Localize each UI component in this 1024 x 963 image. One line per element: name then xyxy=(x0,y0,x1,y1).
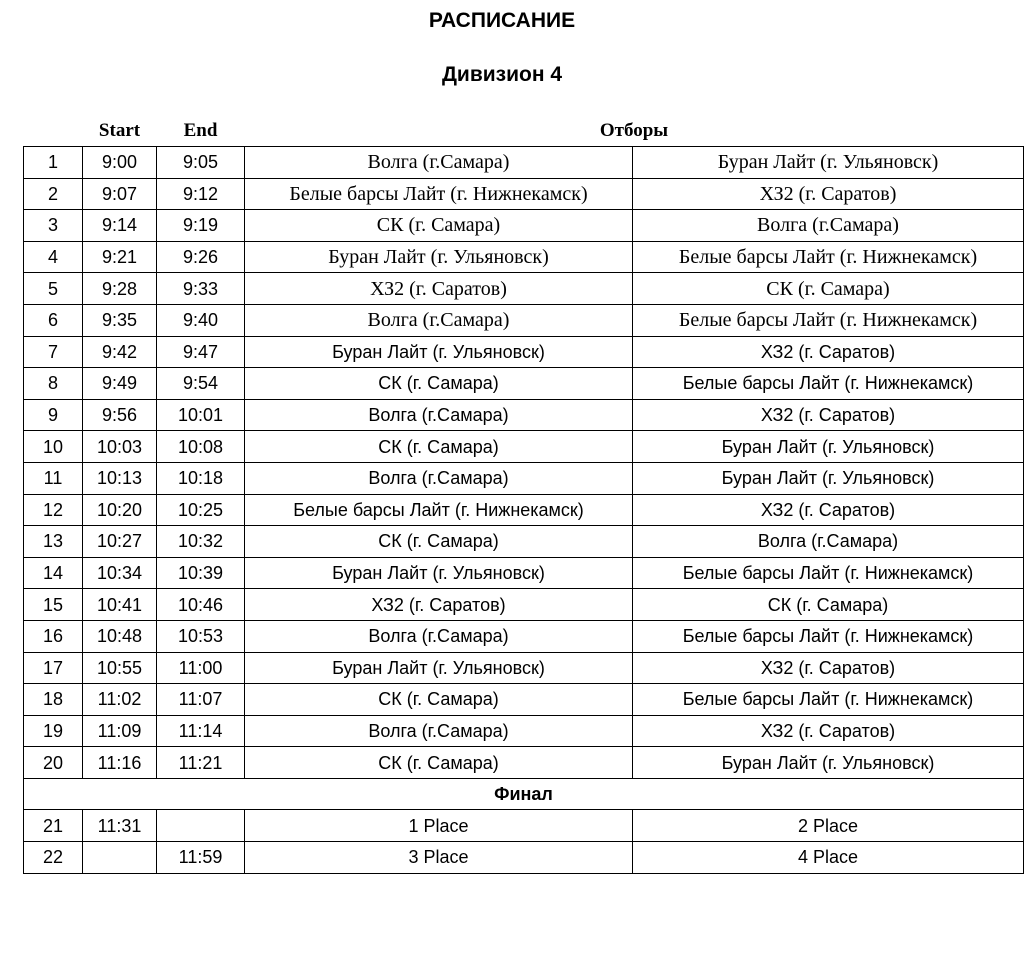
team-away: Белые барсы Лайт (г. Нижнекамск) xyxy=(633,684,1024,716)
table-row xyxy=(24,715,1024,747)
table-row xyxy=(24,431,1024,463)
end-time: 11:00 xyxy=(157,652,245,684)
team-home: Буран Лайт (г. Ульяновск) xyxy=(245,557,633,589)
start-time: 10:27 xyxy=(83,526,157,558)
table-row xyxy=(24,526,1024,558)
team-away: Волга (г.Самара) xyxy=(633,210,1024,242)
table-row xyxy=(24,368,1024,400)
team-home: 1 Place xyxy=(245,810,633,842)
table-row xyxy=(24,241,1024,273)
team-home: СК (г. Самара) xyxy=(245,526,633,558)
match-number: 1 xyxy=(24,147,83,179)
team-away: ХЗ2 (г. Саратов) xyxy=(633,652,1024,684)
table-row xyxy=(24,494,1024,526)
table-row xyxy=(24,147,1024,179)
team-home: ХЗ2 (г. Саратов) xyxy=(245,589,633,621)
header-end: End xyxy=(183,120,218,141)
match-number: 14 xyxy=(24,557,83,589)
start-time: 10:41 xyxy=(83,589,157,621)
match-number: 3 xyxy=(24,210,83,242)
team-home: ХЗ2 (г. Саратов) xyxy=(245,273,633,305)
document-title: РАСПИСАНИЕ xyxy=(428,9,576,32)
end-time: 10:53 xyxy=(157,620,245,652)
team-away: СК (г. Самара) xyxy=(633,589,1024,621)
match-number: 22 xyxy=(24,842,83,874)
match-number: 18 xyxy=(24,684,83,716)
start-time: 9:21 xyxy=(83,241,157,273)
start-time: 9:28 xyxy=(83,273,157,305)
table-row xyxy=(24,462,1024,494)
start-time: 10:55 xyxy=(83,652,157,684)
end-time: 9:12 xyxy=(157,178,245,210)
table-row xyxy=(24,273,1024,305)
team-away: СК (г. Самара) xyxy=(633,273,1024,305)
start-time: 9:42 xyxy=(83,336,157,368)
end-time: 10:46 xyxy=(157,589,245,621)
final-row xyxy=(24,810,1024,842)
start-time: 11:02 xyxy=(83,684,157,716)
end-time xyxy=(157,810,245,842)
team-away: ХЗ2 (г. Саратов) xyxy=(633,399,1024,431)
header-number xyxy=(24,116,83,147)
table-row xyxy=(24,620,1024,652)
match-number: 20 xyxy=(24,747,83,779)
team-away: Буран Лайт (г. Ульяновск) xyxy=(633,147,1024,179)
final-row xyxy=(24,842,1024,874)
table-row xyxy=(24,684,1024,716)
header-start: Start xyxy=(98,120,141,141)
team-home: Белые барсы Лайт (г. Нижнекамск) xyxy=(245,494,633,526)
start-time: 9:56 xyxy=(83,399,157,431)
end-time: 10:18 xyxy=(157,462,245,494)
end-time: 11:07 xyxy=(157,684,245,716)
end-time: 9:54 xyxy=(157,368,245,400)
team-home: СК (г. Самара) xyxy=(245,684,633,716)
start-time: 10:34 xyxy=(83,557,157,589)
match-number: 13 xyxy=(24,526,83,558)
table-row xyxy=(24,652,1024,684)
team-home: Волга (г.Самара) xyxy=(245,147,633,179)
team-away: ХЗ2 (г. Саратов) xyxy=(633,715,1024,747)
start-time: 10:03 xyxy=(83,431,157,463)
start-time: 9:14 xyxy=(83,210,157,242)
team-away: ХЗ2 (г. Саратов) xyxy=(633,178,1024,210)
end-time: 11:59 xyxy=(157,842,245,874)
start-time: 10:20 xyxy=(83,494,157,526)
team-away: Белые барсы Лайт (г. Нижнекамск) xyxy=(633,620,1024,652)
team-home: Волга (г.Самара) xyxy=(245,304,633,336)
final-header-row xyxy=(24,778,1024,810)
team-home: СК (г. Самара) xyxy=(245,368,633,400)
team-away: ХЗ2 (г. Саратов) xyxy=(633,494,1024,526)
table-row xyxy=(24,304,1024,336)
team-away: Буран Лайт (г. Ульяновск) xyxy=(633,431,1024,463)
team-home: СК (г. Самара) xyxy=(245,431,633,463)
team-home: Буран Лайт (г. Ульяновск) xyxy=(245,336,633,368)
match-number: 16 xyxy=(24,620,83,652)
match-number: 15 xyxy=(24,589,83,621)
match-number: 8 xyxy=(24,368,83,400)
start-time: 9:35 xyxy=(83,304,157,336)
start-time: 9:00 xyxy=(83,147,157,179)
end-time: 9:05 xyxy=(157,147,245,179)
team-home: Волга (г.Самара) xyxy=(245,462,633,494)
team-home: Волга (г.Самара) xyxy=(245,399,633,431)
start-time: 10:48 xyxy=(83,620,157,652)
end-time: 9:40 xyxy=(157,304,245,336)
team-away: Буран Лайт (г. Ульяновск) xyxy=(633,747,1024,779)
start-time: 11:31 xyxy=(83,810,157,842)
match-number: 19 xyxy=(24,715,83,747)
team-away: 2 Place xyxy=(633,810,1024,842)
start-time xyxy=(83,842,157,874)
team-away: Белые барсы Лайт (г. Нижнекамск) xyxy=(633,241,1024,273)
start-time: 9:49 xyxy=(83,368,157,400)
table-header-row xyxy=(24,116,1024,147)
match-number: 9 xyxy=(24,399,83,431)
team-home: Волга (г.Самара) xyxy=(245,620,633,652)
end-time: 10:01 xyxy=(157,399,245,431)
team-away: Волга (г.Самара) xyxy=(633,526,1024,558)
start-time: 11:16 xyxy=(83,747,157,779)
match-number: 4 xyxy=(24,241,83,273)
end-time: 9:26 xyxy=(157,241,245,273)
schedule-table xyxy=(23,116,1024,874)
start-time: 10:13 xyxy=(83,462,157,494)
end-time: 9:33 xyxy=(157,273,245,305)
team-home: Волга (г.Самара) xyxy=(245,715,633,747)
table-row xyxy=(24,399,1024,431)
end-time: 10:39 xyxy=(157,557,245,589)
start-time: 9:07 xyxy=(83,178,157,210)
match-number: 7 xyxy=(24,336,83,368)
team-away: Белые барсы Лайт (г. Нижнекамск) xyxy=(633,368,1024,400)
team-away: 4 Place xyxy=(633,842,1024,874)
team-home: СК (г. Самара) xyxy=(245,747,633,779)
schedule-body xyxy=(24,147,1024,874)
team-home: Буран Лайт (г. Ульяновск) xyxy=(245,241,633,273)
document-subtitle: Дивизион 4 xyxy=(441,63,563,86)
match-number: 12 xyxy=(24,494,83,526)
end-time: 9:47 xyxy=(157,336,245,368)
team-home: СК (г. Самара) xyxy=(245,210,633,242)
header-matches: Отборы xyxy=(599,120,669,141)
match-number: 5 xyxy=(24,273,83,305)
end-time: 10:08 xyxy=(157,431,245,463)
start-time: 11:09 xyxy=(83,715,157,747)
match-number: 6 xyxy=(24,304,83,336)
final-label: Финал xyxy=(24,778,1024,810)
end-time: 10:32 xyxy=(157,526,245,558)
match-number: 11 xyxy=(24,462,83,494)
match-number: 21 xyxy=(24,810,83,842)
team-home: Белые барсы Лайт (г. Нижнекамск) xyxy=(245,178,633,210)
team-away: Буран Лайт (г. Ульяновск) xyxy=(633,462,1024,494)
end-time: 9:19 xyxy=(157,210,245,242)
team-away: ХЗ2 (г. Саратов) xyxy=(633,336,1024,368)
table-row xyxy=(24,336,1024,368)
table-row xyxy=(24,210,1024,242)
team-away: Белые барсы Лайт (г. Нижнекамск) xyxy=(633,557,1024,589)
table-row xyxy=(24,747,1024,779)
end-time: 11:21 xyxy=(157,747,245,779)
match-number: 17 xyxy=(24,652,83,684)
team-home: Буран Лайт (г. Ульяновск) xyxy=(245,652,633,684)
table-row xyxy=(24,557,1024,589)
match-number: 2 xyxy=(24,178,83,210)
team-home: 3 Place xyxy=(245,842,633,874)
match-number: 10 xyxy=(24,431,83,463)
table-row xyxy=(24,589,1024,621)
team-away: Белые барсы Лайт (г. Нижнекамск) xyxy=(633,304,1024,336)
table-row xyxy=(24,178,1024,210)
end-time: 11:14 xyxy=(157,715,245,747)
end-time: 10:25 xyxy=(157,494,245,526)
